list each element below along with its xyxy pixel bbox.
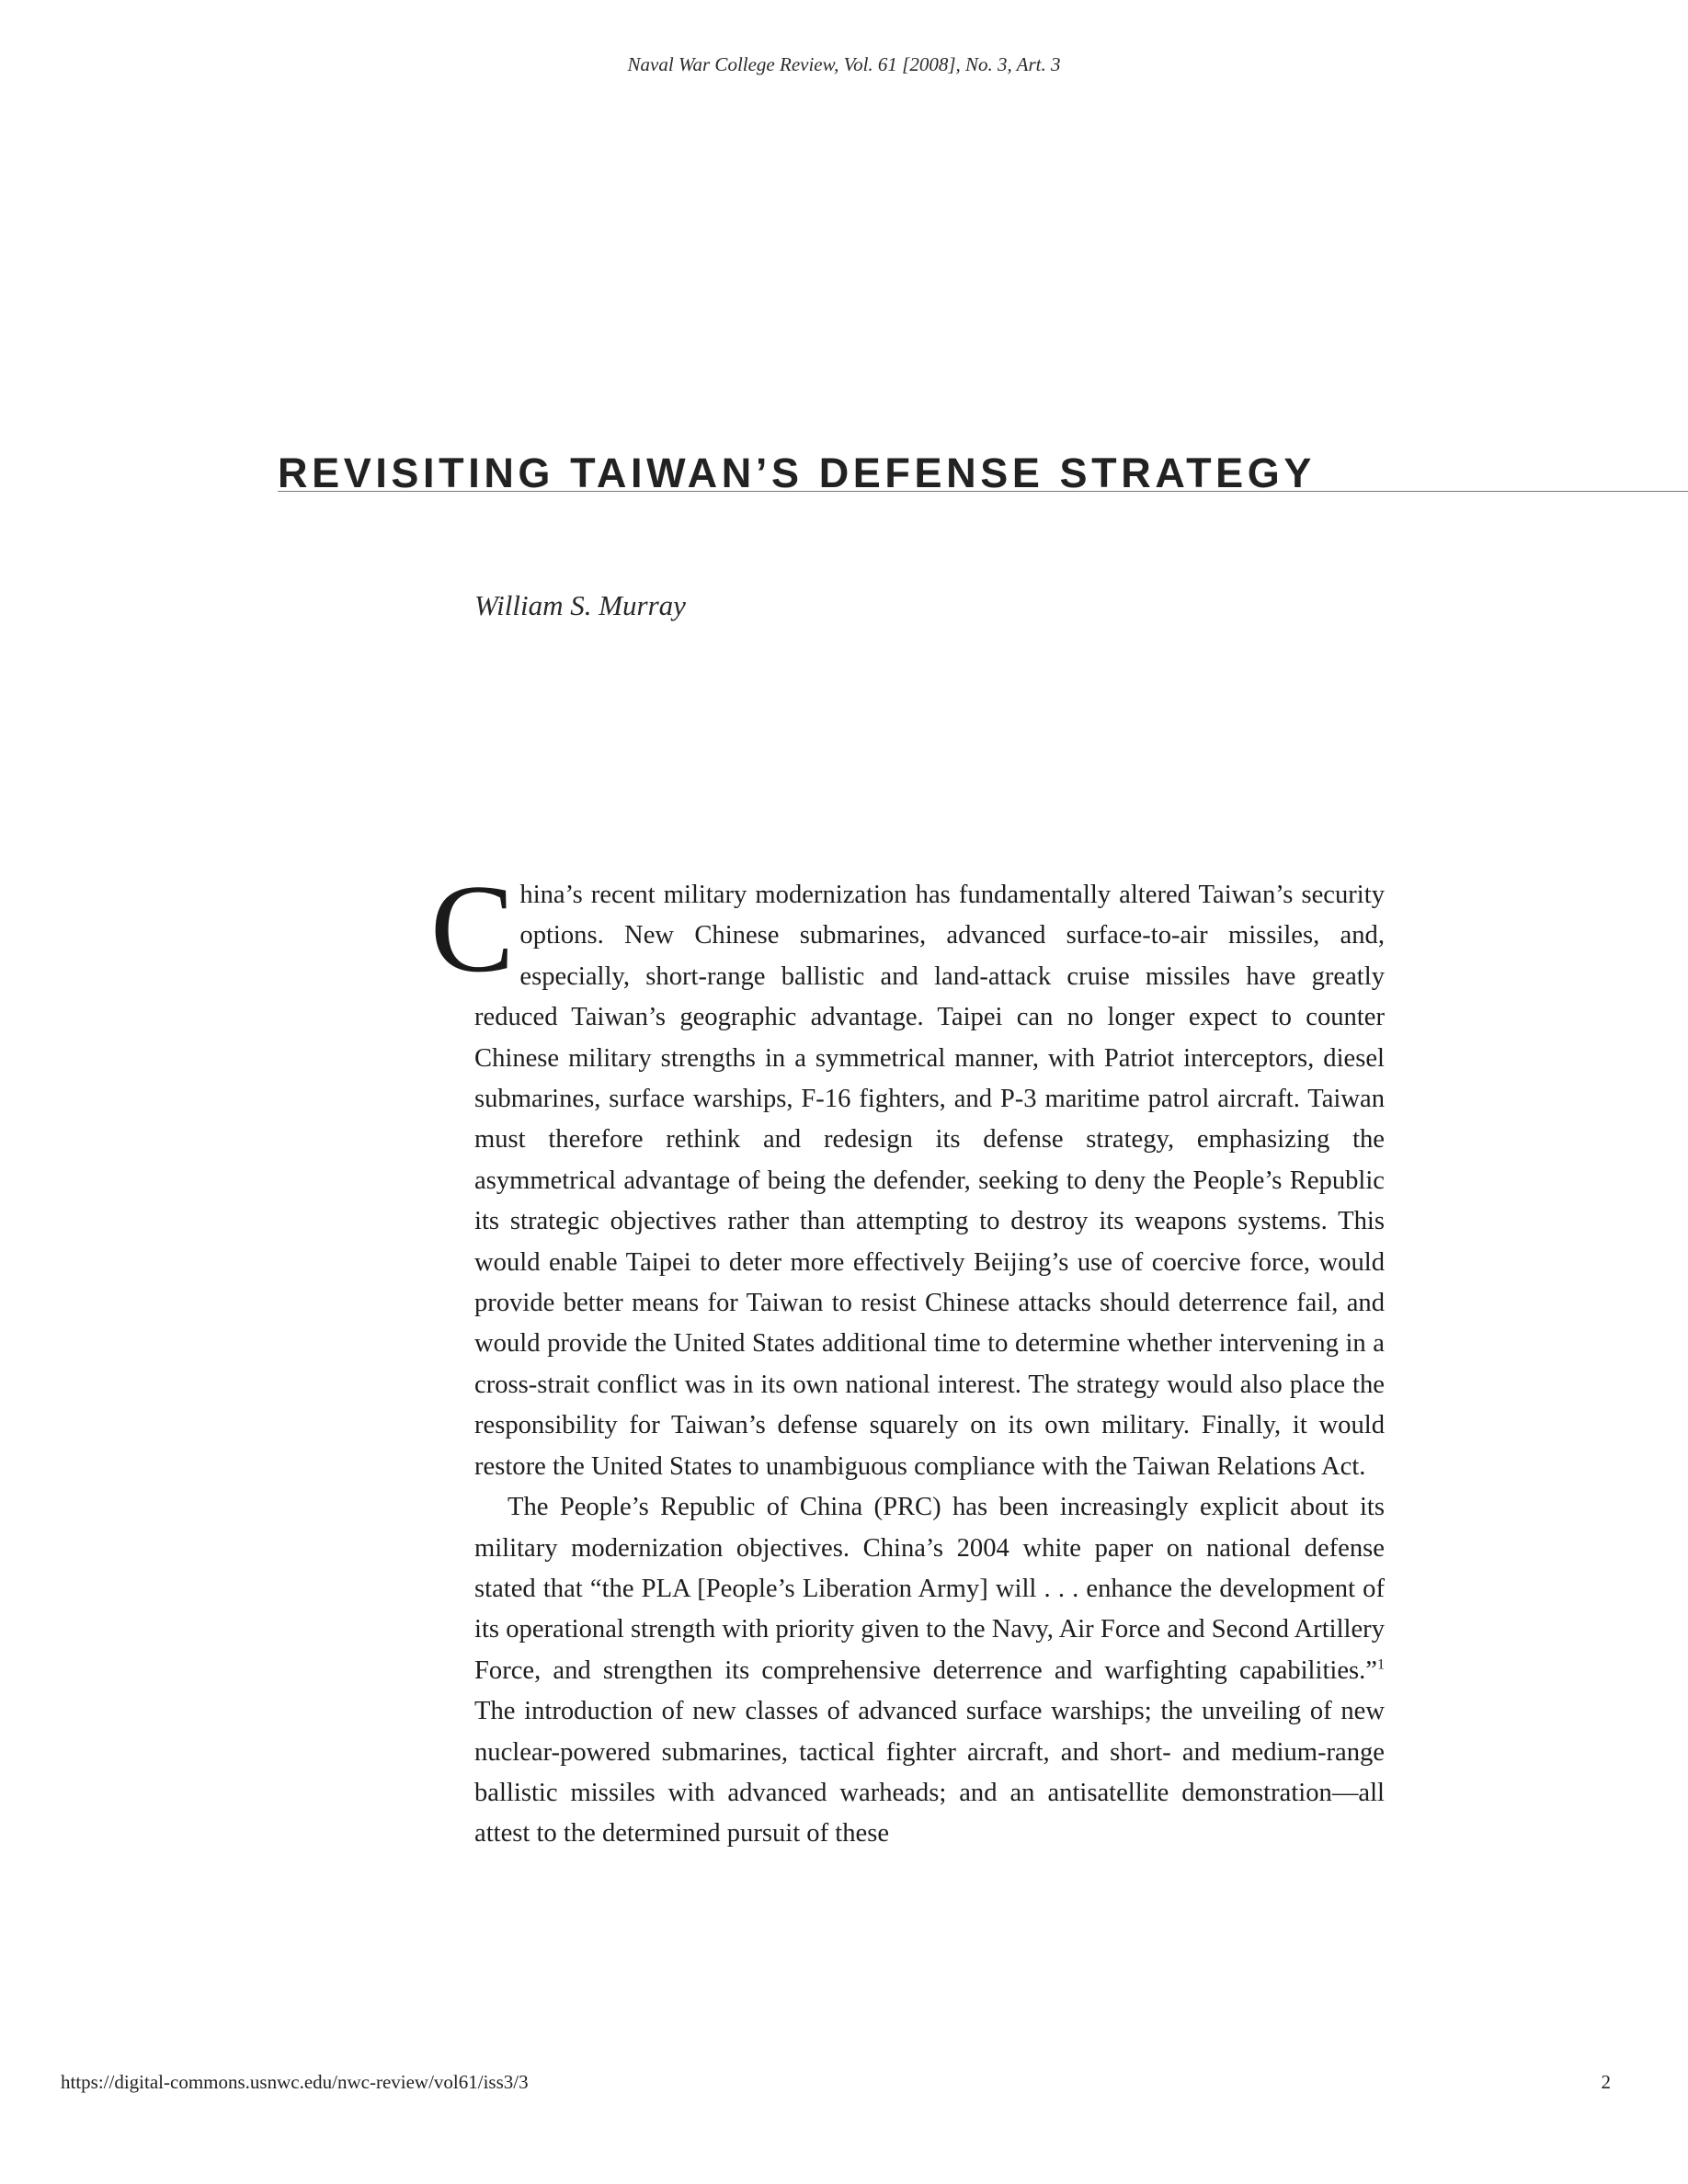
paragraph-2-text-after-note: The introduction of new classes of advanced surface warships; the unveiling of new nuclear-powered submarines, tactical fighter aircraft, and short- and medium-range ballistic missiles with advanced warheads; and an antisatellite demonstration—all attest to the determined pursuit of these (474, 1697, 1385, 1848)
footnote-marker[interactable]: 1 (1377, 1656, 1385, 1673)
paragraph-1-text: hina’s recent military modernization has fundamentally altered Taiwan’s security options. New Chinese submarines, advanced surface-to-air missiles, and, especially, short-range ballistic and land-attack cruise missiles have greatly reduced Taiwan’s geographic advantage. Taipei can no longer expect to counter Chinese military strengths in a symmetrical manner, with Patriot interceptors, diesel submarines, surface warships, F-16 fighters, and P-3 maritime patrol aircraft. Taiwan must therefore rethink and redesign its defense strategy, emphasizing the asymmetrical advantage of being the defender, seeking to deny the People’s Republic its strategic objectives rather than attempting to destroy its weapons systems. This would enable Taipei to deter more effectively Beijing’s use of coercive force, would provide better means for Taiwan to resist Chinese attacks should deterrence fail, and would provide the United States additional time to determine whether intervening in a cross-strait conflict was in its own national interest. The strategy would also place the responsibility for Taiwan’s defense squarely on its own military. Finally, it would restore the United States to unambiguous compliance with the Taiwan Relations Act. (474, 881, 1385, 1481)
running-head: Naval War College Review, Vol. 61 [2008], No. 3, Art. 3 (627, 53, 1061, 75)
footer-url[interactable]: https://digital-commons.usnwc.edu/nwc-review/vol61/iss3/3 (61, 2071, 529, 2093)
paragraph-1 (430, 859, 1385, 1487)
drop-cap: C (430, 859, 515, 998)
paragraph-2-text-before-note: The People’s Republic of China (PRC) has been increasingly explicit about its military modernization objectives. China’s 2004 white paper on national defense stated that “the PLA [People’s Liberation Army] will . . . enhance the development of its operational strength with priority given to the Navy, Air Force and Second Artillery Force, and strengthen its comprehensive deterrence and warfighting capabilities.” (474, 1493, 1385, 1685)
article-title: REVISITING TAIWAN’S DEFENSE STRATEGY (278, 449, 1317, 496)
author-name: William S. Murray (474, 589, 686, 621)
paragraph-2 (474, 1487, 1385, 1855)
article-body (430, 859, 1385, 1855)
page-number: 2 (1601, 2071, 1611, 2093)
